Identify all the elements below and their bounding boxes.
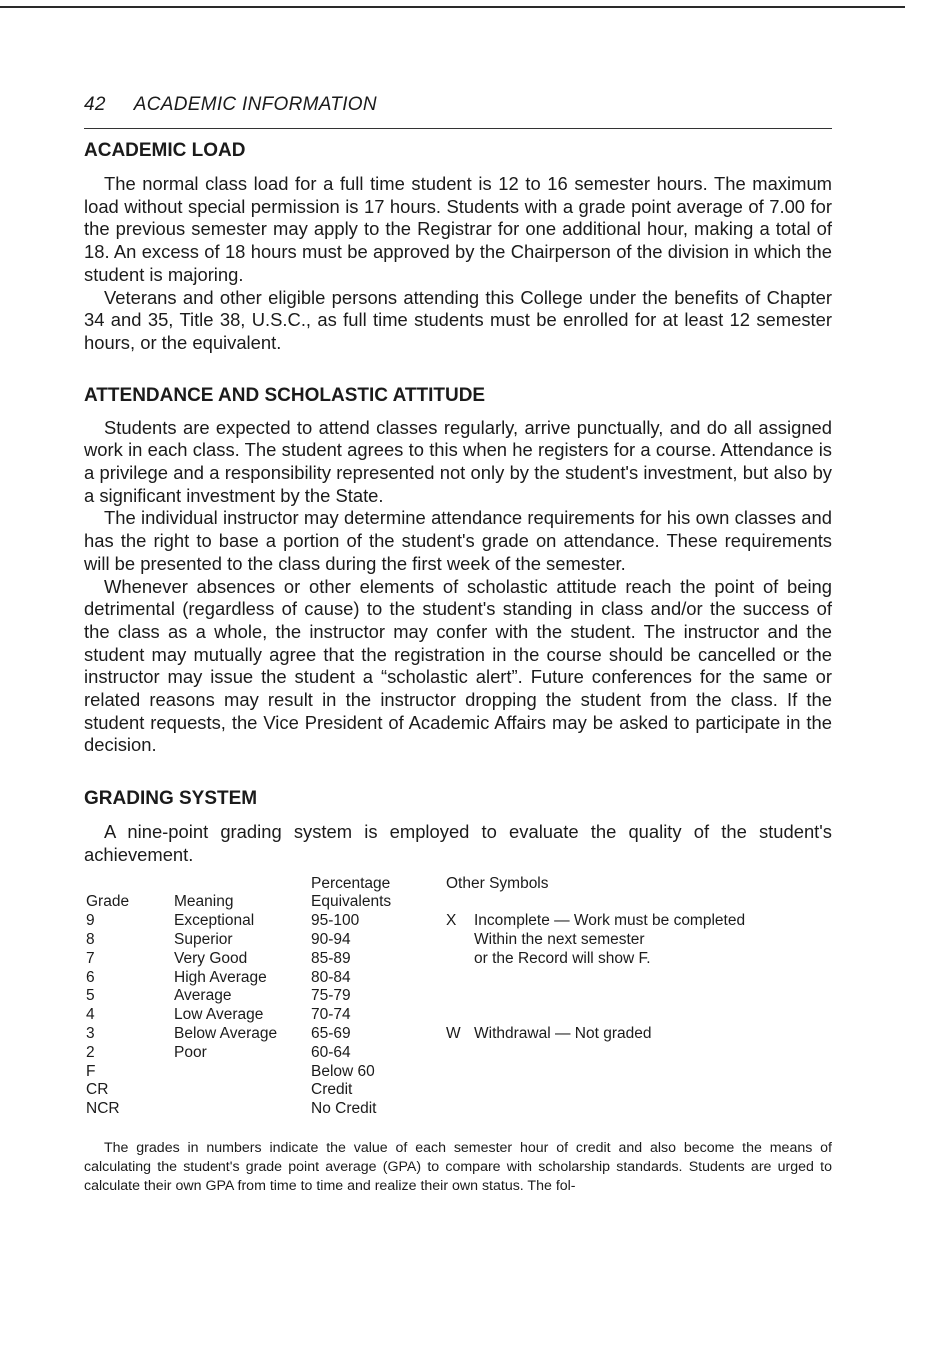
running-header [84,86,832,124]
document-page [84,86,832,1210]
table-cell: 4 [86,1006,95,1024]
table-cell: Below 60 [311,1062,375,1080]
paragraph: Veterans and other eligible persons attending this College under the benefits of Chapter 34 and 35, Title 38, U.S.C., as full time students must be enrolled for at least 12 semester hours, or the equivalent. [84,286,832,353]
table-cell: Exceptional [174,912,255,930]
other-symbols-column [446,875,836,1044]
symbol-x-text: Incomplete — Work must be completed [474,912,746,930]
symbol-w-row [446,1025,836,1044]
table-cell: Poor [174,1043,207,1061]
table-cell: 90-94 [311,930,351,948]
meaning-column [174,875,277,1063]
section-title: ACADEMIC INFORMATION [133,94,377,115]
table-cell: Superior [174,930,233,948]
table-cell: Very Good [174,949,248,967]
paragraph: The normal class load for a full time student is 12 to 16 semester hours. The maximum load without special permission is 17 hours. Students with a grade point average of 7.00 for the previous semester may apply to the Registrar for one additional hour, making a total of 18. An excess of 18 hours must be approved by the Chairperson of the division in which the student is majoring. [84,173,832,285]
header-percentage: Percentage [311,874,391,892]
table-cell: No Credit [311,1100,377,1118]
percentage-column [311,875,391,1119]
table-cell: 7 [86,949,95,967]
paragraph: A nine-point grading system is employed to evaluate the quality of the student's achievement. [84,821,832,865]
heading-grading-system: GRADING SYSTEM [84,788,258,810]
table-cell: F [86,1062,96,1080]
symbol-x-text-line2: Within the next semester [474,930,645,948]
symbol-w: W [446,1024,461,1042]
table-cell: NCR [86,1100,120,1118]
page-number: 42 [84,94,106,115]
footnote-paragraph: The grades in numbers indicate the value of each semester hour of credit and also become the means of calculating the student's grade point average (GPA) to compare with scholarship standards. Students are urged to calculate their own GPA from time to time and realize their own status. The fol- [84,1139,832,1194]
symbol-x: X [446,912,457,930]
paragraph: The individual instructor may determine attendance requirements for his own classes and has the right to base a portion of the student's grade on attendance. These requirements will be presented to the class during the first week of the semester. [84,507,832,574]
header-rule [84,128,832,129]
table-cell: Credit [311,1081,353,1099]
symbol-w-text: Withdrawal — Not graded [474,1024,652,1042]
table-cell: Below Average [174,1024,278,1042]
table-cell: 80-84 [311,968,351,986]
table-cell: 6 [86,968,95,986]
symbol-x-text-line3: or the Record will show F. [474,949,651,967]
table-cell: 85-89 [311,949,351,967]
heading-academic-load: ACADEMIC LOAD [84,140,246,161]
table-cell: 95-100 [311,912,360,930]
table-cell: 2 [86,1043,95,1061]
table-cell: 9 [86,912,95,930]
table-cell: 8 [86,930,95,948]
table-cell: Average [174,987,232,1005]
table-cell: High Average [174,968,267,986]
table-cell: 75-79 [311,987,351,1005]
header-grade: Grade [86,893,130,911]
paragraph: Whenever absences or other elements of scholastic attitude reach the point of being detrimental (regardless of cause) to the student's standing in class and/or the success of the class as a whole, the instructor may confer with the student. The instructor and the student may mutually agree that the registration in the course should be cancelled or the instructor may issue the student a “scholastic alert”. Future conferences for the same or related reasons may result in the instructor dropping the student from the class. If the student requests, the Vice President of Academic Affairs may be asked to participate in the decision. [84,575,832,756]
scan-edge-line [0,6,905,8]
table-cell: 70-74 [311,1006,351,1024]
grade-column [86,875,129,1119]
header-other-symbols: Other Symbols [446,874,549,892]
table-cell: 65-69 [311,1024,351,1042]
table-cell: 60-64 [311,1043,351,1061]
grade-table [84,875,832,1119]
symbol-x-row [446,912,836,931]
table-cell: 3 [86,1024,95,1042]
header-equivalents: Equivalents [311,893,392,911]
heading-attendance: ATTENDANCE AND SCHOLASTIC ATTITUDE [84,384,486,406]
paragraph: Students are expected to attend classes regularly, arrive punctually, and do all assigned work in each class. The student agrees to this when he registers for a course. Attendance is a privilege and a responsibility represented not only by the student's investment, but also by a significant investment by the State. [84,416,832,506]
table-cell: CR [86,1081,109,1099]
header-meaning: Meaning [174,893,234,911]
table-cell: 5 [86,987,95,1005]
table-cell: Low Average [174,1006,264,1024]
